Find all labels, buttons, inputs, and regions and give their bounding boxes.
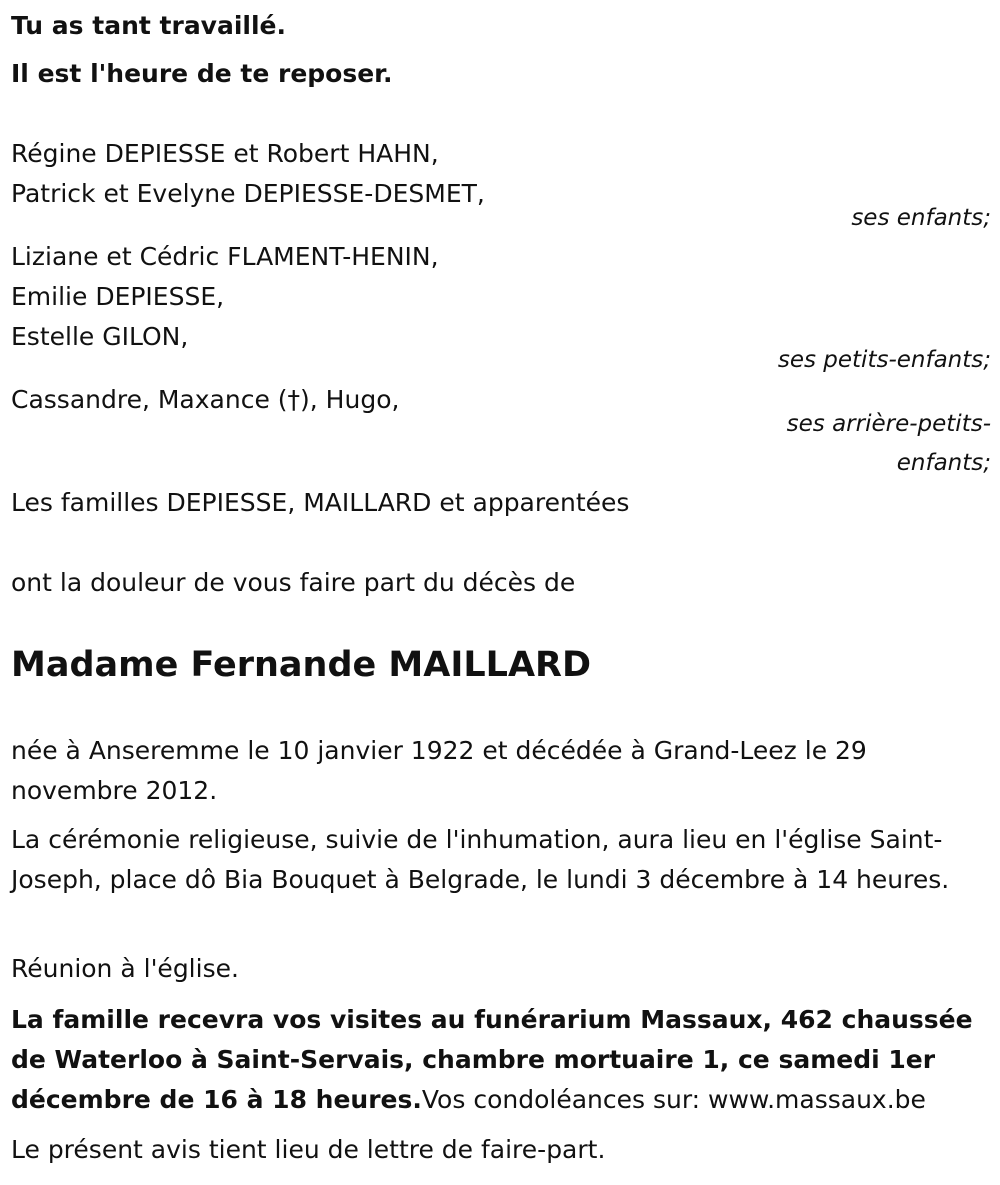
- grandchild-name: Estelle GILON,: [11, 322, 189, 351]
- child-name: Patrick et Evelyne DEPIESSE-DESMET,: [11, 179, 485, 208]
- birth-death-paragraph: née à Anseremme le 10 janvier 1922 et décédée à Grand-Leez le 29 novembre 2012.: [11, 736, 867, 805]
- relation-great-grandchildren-line-1: ses arrière-petits-: [786, 411, 991, 437]
- ceremony-paragraph: La cérémonie religieuse, suivie de l'inhumation, aura lieu en l'église Saint-Joseph, place dô Bia Bouquet à Belgrade, le lundi 3 décembre à 14 heures.: [11, 825, 950, 894]
- meeting-paragraph: Réunion à l'église.: [11, 954, 239, 983]
- deceased-name: Madame Fernande MAILLARD: [11, 645, 592, 685]
- relation-grandchildren: ses petits-enfants;: [777, 347, 991, 373]
- grandchild-name: Liziane et Cédric FLAMENT-HENIN,: [11, 242, 439, 271]
- relation-great-grandchildren-line-2: enfants;: [896, 450, 991, 476]
- visits-paragraph: [11, 1000, 991, 1120]
- child-name: Régine DEPIESSE et Robert HAHN,: [11, 139, 439, 168]
- announcement-line: ont la douleur de vous faire part du décès de: [11, 568, 576, 597]
- relation-children: ses enfants;: [851, 205, 991, 231]
- notice-paragraph: Le présent avis tient lieu de lettre de faire-part.: [11, 1135, 606, 1164]
- families-line: Les familles DEPIESSE, MAILLARD et apparentées: [11, 488, 630, 517]
- great-grandchildren-names: Cassandre, Maxance (†), Hugo,: [11, 385, 400, 414]
- grandchild-name: Emilie DEPIESSE,: [11, 282, 225, 311]
- visits-bold-text: La famille recevra vos visites au funérarium Massaux, 462 chaussée de Waterloo à Saint-Servais, chambre mortuaire 1, ce samedi 1er décembre de 16 à 18 heures.: [11, 1005, 973, 1114]
- motto-line-2: Il est l'heure de te reposer.: [11, 59, 393, 88]
- condolences-text: Vos condoléances sur: www.massaux.be: [421, 1085, 926, 1114]
- motto-line-1: Tu as tant travaillé.: [11, 11, 287, 40]
